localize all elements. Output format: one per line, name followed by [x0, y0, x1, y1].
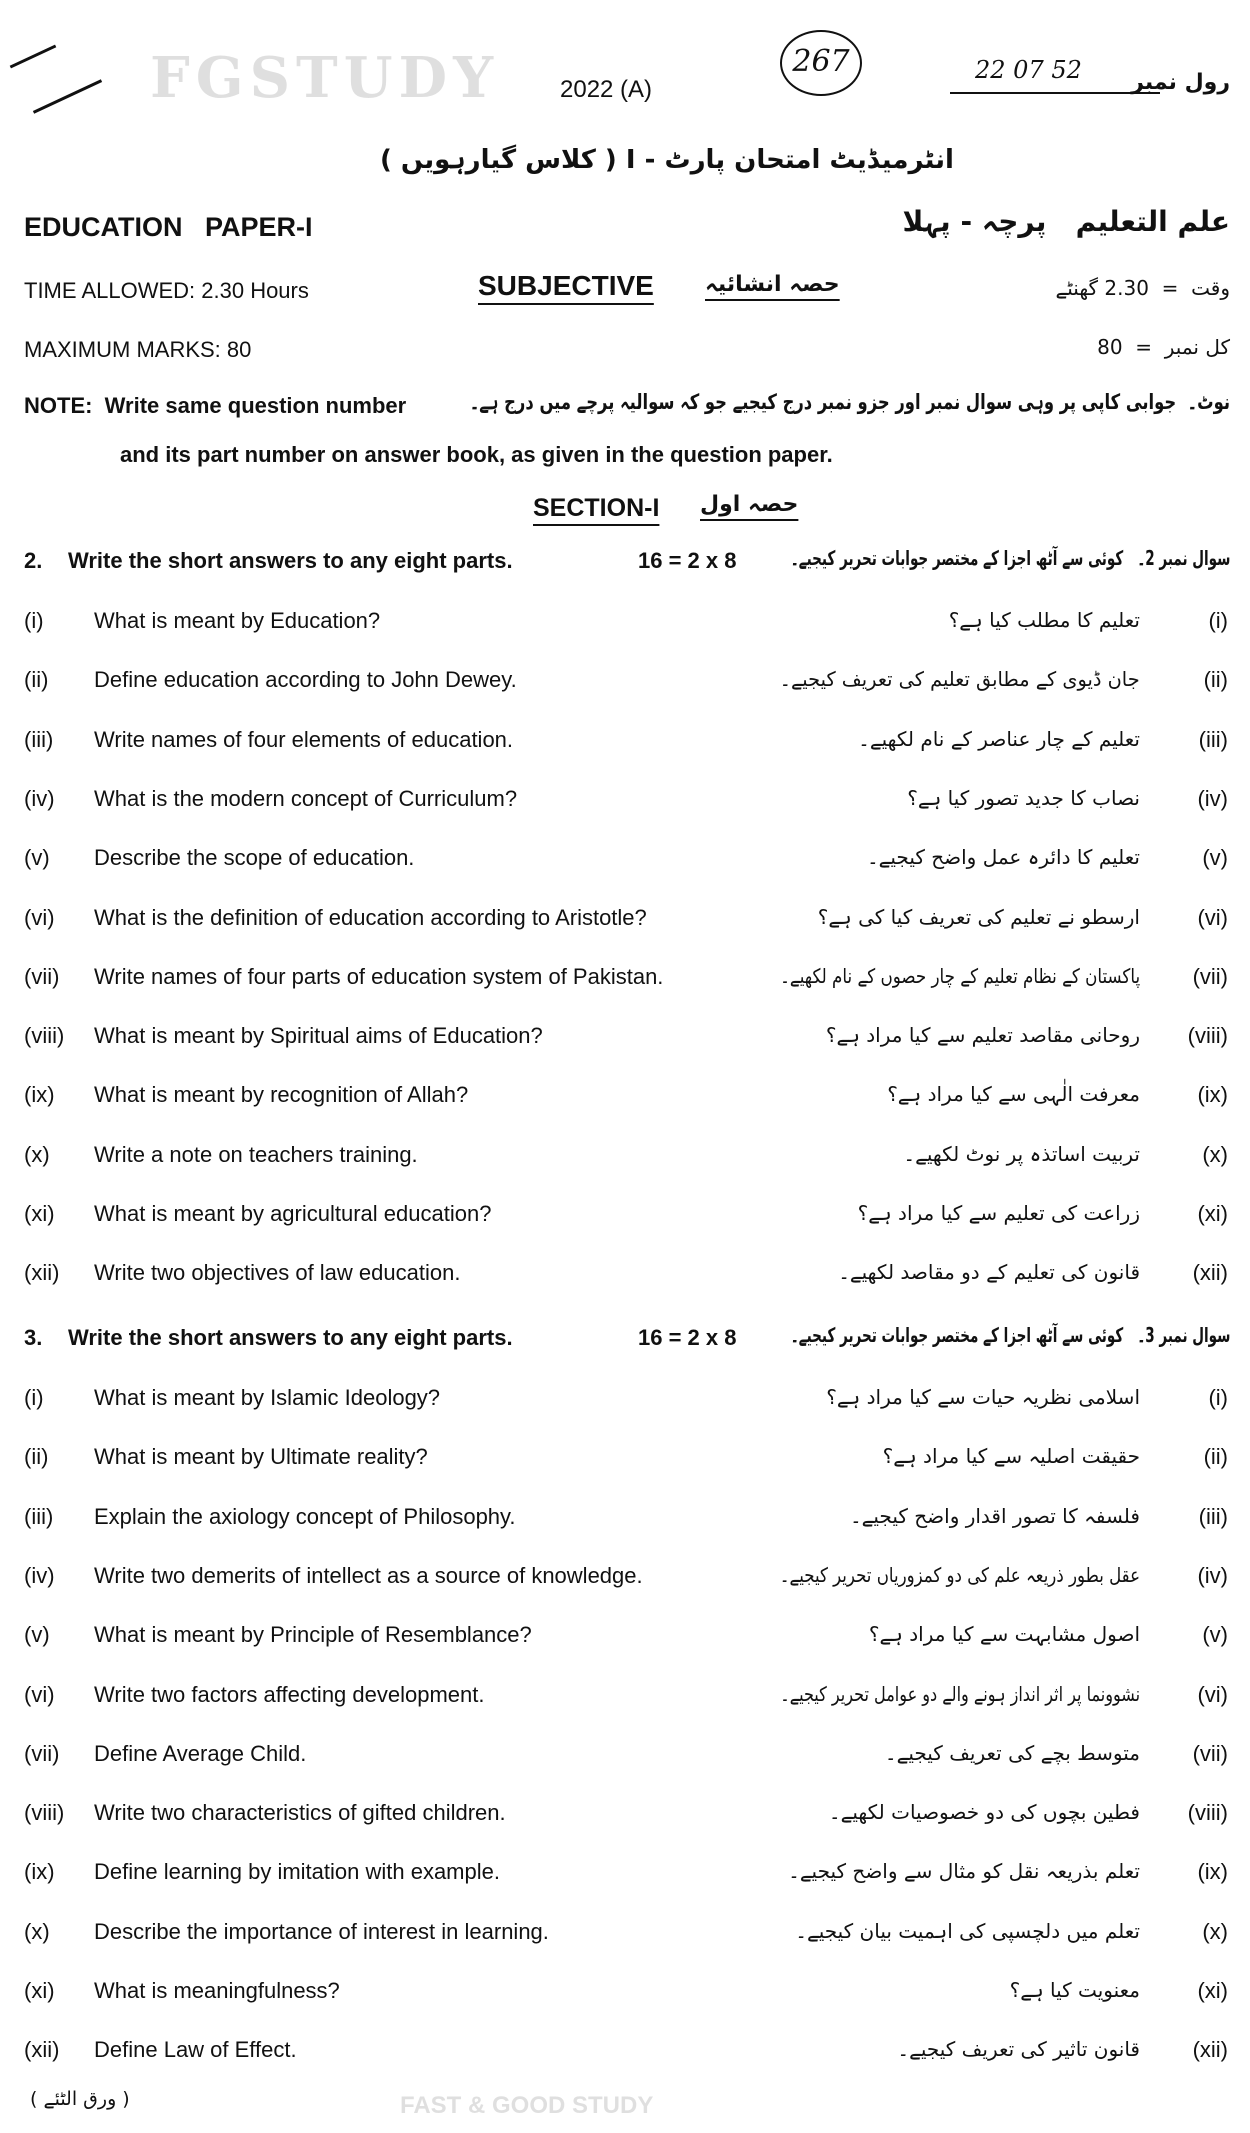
question-part: [0, 1919, 1250, 1959]
part-text-ur: اسلامی نظریہ حیات سے کیا مراد ہے؟: [826, 1385, 1140, 1409]
question-marks: 16 = 2 x 8: [638, 548, 737, 573]
part-text-en: Define Average Child.: [94, 1740, 307, 1766]
part-text-ur: اصول مشابہت سے کیا مراد ہے؟: [868, 1622, 1140, 1647]
part-text-en: What is meant by agricultural education?: [94, 1201, 492, 1226]
question-part: [0, 1504, 1250, 1544]
part-number: (x): [24, 1918, 50, 1944]
roll-number-line: [950, 92, 1160, 94]
question-part: [0, 1563, 1250, 1603]
question-part: [0, 667, 1250, 707]
part-number: (xii): [24, 1260, 60, 1286]
question-part: [0, 1260, 1250, 1300]
part-number-ur: (vii): [1192, 1740, 1228, 1766]
part-number-ur: (vi): [1197, 1681, 1228, 1707]
part-text-ur: حقیقت اصلیہ سے کیا مراد ہے؟: [882, 1444, 1140, 1469]
part-number: (viii): [24, 1023, 65, 1049]
part-number: (xi): [24, 1978, 55, 2003]
question-part: [0, 1800, 1250, 1840]
note-en-line2: and its part number on answer book, as given in the question paper.: [120, 442, 833, 467]
part-text-en: What is the modern concept of Curriculum?: [94, 785, 518, 811]
part-number: (x): [24, 1141, 50, 1167]
part-text-ur: تعلیم کے چار عناصر کے نام لکھیے۔: [858, 726, 1140, 751]
part-number: (v): [24, 1622, 50, 1648]
question-part: [0, 1023, 1250, 1063]
part-number-ur: (i): [1208, 1385, 1228, 1410]
part-text-ur: پاکستان کے نظام تعلیم کے چار حصوں کے نام لکھیے۔: [780, 963, 1140, 988]
part-text-en: What is meant by Ultimate reality?: [94, 1444, 428, 1470]
part-number-ur: (iii): [1198, 1503, 1228, 1529]
part-number-ur: (viii): [1187, 1023, 1228, 1049]
part-text-ur: تعلم بذریعہ نقل کو مثال سے واضح کیجیے۔: [788, 1859, 1140, 1884]
part-text-en: Write two characteristics of gifted children.: [94, 1800, 506, 1826]
question-part: [0, 964, 1250, 1004]
time-allowed-ur: وقت = 2.30 گھنٹے: [1055, 276, 1230, 300]
part-number-ur: (ii): [1203, 667, 1228, 693]
question-part: [0, 1444, 1250, 1484]
pen-mark: [10, 45, 57, 69]
part-number-ur: (xii): [1192, 1260, 1228, 1286]
question-instruction-ur: سوال نمبر 2۔ کوئی سے آٹھ اجزا کے مختصر جوابات تحریر کیجیے۔: [790, 546, 1230, 570]
part-text-en: Define education according to John Dewey.: [94, 667, 517, 693]
part-text-ur: تعلم میں دلچسپی کی اہمیت بیان کیجیے۔: [795, 1918, 1140, 1943]
question-part: [0, 786, 1250, 826]
question-part: [0, 1201, 1250, 1241]
part-text-en: What is meant by Principle of Resemblance?: [94, 1622, 532, 1648]
question-number: 2.: [24, 548, 43, 573]
part-text-en: What is meant by Spiritual aims of Education?: [94, 1023, 543, 1049]
part-text-ur: نصاب کا جدید تصور کیا ہے؟: [907, 785, 1140, 810]
part-number: (vi): [24, 904, 55, 930]
part-text-ur: عقل بطور ذریعہ علم کی دو کمزوریاں تحریر کیجیے۔: [779, 1562, 1140, 1587]
part-text-ur: فلسفہ کا تصور اقدار واضح کیجیے۔: [849, 1503, 1140, 1528]
part-number-ur: (ix): [1197, 1859, 1228, 1885]
max-marks-ur: کل نمبر = 80: [1097, 335, 1230, 359]
subject-title-ur: علم التعلیم پرچہ - پہلا: [902, 205, 1230, 238]
part-number-ur: (viii): [1187, 1800, 1228, 1826]
question-instruction-ur: سوال نمبر 3۔ کوئی سے آٹھ اجزا کے مختصر جوابات تحریر کیجیے۔: [790, 1323, 1230, 1347]
subjective-label-ur: حصہ انشائیہ: [705, 272, 840, 297]
part-number: (xi): [24, 1201, 55, 1226]
part-text-ur: متوسط بچے کی تعریف کیجیے۔: [884, 1740, 1140, 1765]
part-number-ur: (vii): [1192, 963, 1228, 989]
part-text-ur: تعلیم کا مطلب کیا ہے؟: [948, 608, 1140, 632]
question-header: [0, 548, 1250, 588]
subjective-label: SUBJECTIVE: [478, 270, 654, 301]
question-part: [0, 727, 1250, 767]
part-text-en: What is meaningfulness?: [94, 1978, 340, 2003]
part-number: (iv): [24, 1562, 55, 1588]
watermark-logo: FGSTUDY: [150, 45, 500, 111]
question-number: 3.: [24, 1325, 43, 1350]
part-number: (viii): [24, 1800, 65, 1826]
part-number: (iv): [24, 785, 55, 811]
part-number-ur: (x): [1202, 1141, 1228, 1167]
part-text-ur: ارسطو نے تعلیم کی تعریف کیا کی ہے؟: [817, 904, 1140, 929]
part-number: (ii): [24, 1444, 49, 1470]
part-number-ur: (v): [1202, 845, 1228, 871]
question-part: [0, 1082, 1250, 1122]
exam-title-urdu: انٹرمیڈیٹ امتحان پارٹ - I ( کلاس گیارہویں ): [380, 145, 954, 175]
part-text-ur: قانون کی تعلیم کے دو مقاصد لکھیے۔: [838, 1260, 1140, 1285]
part-number: (i): [24, 608, 44, 633]
part-text-en: Write two demerits of intellect as a source of knowledge.: [94, 1562, 643, 1588]
max-marks-en: MAXIMUM MARKS: 80: [24, 337, 252, 362]
part-text-en: What is meant by recognition of Allah?: [94, 1082, 469, 1108]
part-text-ur: معرفت الٰہی سے کیا مراد ہے؟: [887, 1082, 1140, 1107]
watermark-tagline: FAST & GOOD STUDY: [400, 2092, 654, 2119]
part-text-en: Define Law of Effect.: [94, 2037, 297, 2063]
question-part: [0, 608, 1250, 648]
part-text-en: Explain the axiology concept of Philosophy.: [94, 1503, 516, 1529]
part-text-en: Write names of four elements of education.: [94, 726, 514, 752]
note-ur: نوٹ۔ جوابی کاپی پر وہی سوال نمبر اور جزو نمبر درج کیجیے جو کہ سوالیہ پرچے میں درج ہے۔: [469, 390, 1230, 414]
part-number: (vi): [24, 1681, 55, 1707]
part-number-ur: (vi): [1197, 904, 1228, 930]
question-part: [0, 1859, 1250, 1899]
part-text-en: What is meant by Education?: [94, 608, 381, 633]
question-part: [0, 2037, 1250, 2077]
question-part: [0, 1622, 1250, 1662]
part-number: (vii): [24, 1740, 60, 1766]
question-part: [0, 905, 1250, 945]
part-number-ur: (iv): [1197, 1562, 1228, 1588]
part-number-ur: (i): [1208, 608, 1228, 633]
roll-number-label: رول نمبر: [1131, 70, 1230, 95]
part-number-ur: (ix): [1197, 1082, 1228, 1108]
part-text-ur: روحانی مقاصد تعلیم سے کیا مراد ہے؟: [825, 1023, 1140, 1048]
part-text-en: Write two factors affecting development.: [94, 1681, 485, 1707]
section-title-ur: حصہ اول: [700, 492, 799, 517]
part-number-ur: (iii): [1198, 726, 1228, 752]
part-text-ur: زراعت کی تعلیم سے کیا مراد ہے؟: [857, 1201, 1140, 1225]
part-text-ur: تعلیم کا دائرہ عمل واضح کیجیے۔: [866, 845, 1140, 870]
part-number: (iii): [24, 726, 54, 752]
exam-year: 2022 (A): [560, 76, 653, 103]
question-part: [0, 1741, 1250, 1781]
part-number-ur: (xi): [1197, 1201, 1228, 1226]
note-en-line1: NOTE: Write same question number: [24, 393, 407, 418]
part-number: (ix): [24, 1859, 55, 1885]
question-part: [0, 1385, 1250, 1425]
question-part: [0, 1682, 1250, 1722]
question-instruction: Write the short answers to any eight parts.: [68, 548, 513, 573]
part-text-ur: معنویت کیا ہے؟: [1009, 1978, 1140, 2002]
question-marks: 16 = 2 x 8: [638, 1325, 737, 1350]
part-text-en: What is meant by Islamic Ideology?: [94, 1385, 441, 1410]
part-text-en: Describe the importance of interest in learning.: [94, 1918, 549, 1944]
question-part: [0, 1142, 1250, 1182]
section-title-en: SECTION-I: [533, 494, 660, 522]
roll-number-value: 22 07 52: [975, 56, 1082, 84]
part-number-ur: (ii): [1203, 1444, 1228, 1470]
part-text-en: Write two objectives of law education.: [94, 1260, 461, 1286]
part-text-ur: تربیت اساتذہ پر نوٹ لکھیے۔: [903, 1141, 1140, 1166]
part-number: (i): [24, 1385, 44, 1410]
part-number-ur: (xii): [1192, 2037, 1228, 2063]
part-number: (ix): [24, 1082, 55, 1108]
subject-title-en: EDUCATION PAPER-I: [24, 212, 313, 242]
part-text-en: Write a note on teachers training.: [94, 1141, 418, 1167]
part-number: (xii): [24, 2037, 60, 2063]
part-number-ur: (xi): [1197, 1978, 1228, 2003]
part-number: (ii): [24, 667, 49, 693]
pen-mark: [33, 79, 102, 113]
part-text-ur: فطین بچوں کی دو خصوصیات لکھیے۔: [828, 1800, 1140, 1825]
part-number: (v): [24, 845, 50, 871]
part-number-ur: (iv): [1197, 785, 1228, 811]
part-number: (vii): [24, 963, 60, 989]
question-part: [0, 845, 1250, 885]
part-number: (iii): [24, 1503, 54, 1529]
time-allowed-en: TIME ALLOWED: 2.30 Hours: [24, 278, 309, 303]
part-number-ur: (v): [1202, 1622, 1228, 1648]
part-text-ur: قانون تاثیر کی تعریف کیجیے۔: [897, 2037, 1140, 2062]
part-text-ur: جان ڈیوی کے مطابق تعلیم کی تعریف کیجیے۔: [780, 667, 1140, 692]
handwritten-code: 267: [780, 30, 862, 96]
part-text-en: Write names of four parts of education system of Pakistan.: [94, 963, 664, 989]
question-part: [0, 1978, 1250, 2018]
part-text-en: Describe the scope of education.: [94, 845, 415, 871]
part-text-ur: نشوونما پر اثر انداز ہونے والے دو عوامل تحریر کیجیے۔: [780, 1681, 1140, 1706]
part-text-en: What is the definition of education according to Aristotle?: [94, 904, 647, 930]
part-number-ur: (x): [1202, 1918, 1228, 1944]
turn-over-note: ( ورق الٹئے ): [30, 2088, 130, 2110]
question-instruction: Write the short answers to any eight parts.: [68, 1325, 513, 1350]
part-text-en: Define learning by imitation with example.: [94, 1859, 500, 1885]
question-header: [0, 1325, 1250, 1365]
